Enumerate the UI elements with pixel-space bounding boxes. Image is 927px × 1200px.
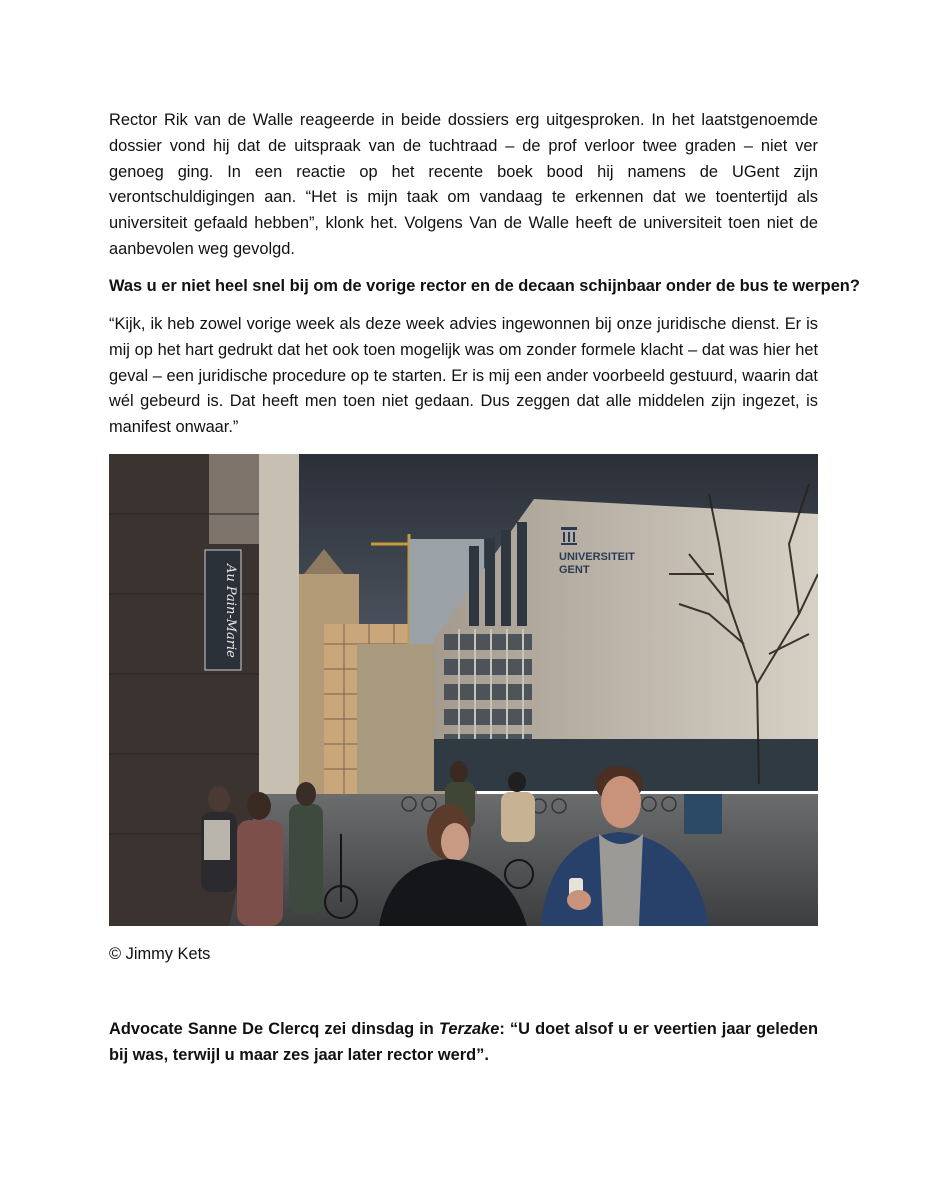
answer-paragraph: “Kijk, ik heb zowel vorige week als deze week advies ingewonnen bij onze juridische dienst. Er is mij op het hart gedrukt dat het ook toen mogelijk was om zonder formele klacht – dat was hier het geval – een juridische procedure op te starten. Er is mij een ander voorbeeld gestuurd, waarin dat wél gebeurd is. Dat heeft men toen niet gedaan. Dus zeggen dat alle middelen zijn ingezet, is manifest onwaar.” (109, 315, 818, 437)
shop-sign-text: Au Pain-Marie (223, 564, 238, 658)
closing-paragraph (109, 1016, 818, 1068)
program-name: Terzake (438, 1020, 500, 1038)
closing-lead: Advocate Sanne De Clercq zei dinsdag in (109, 1020, 439, 1038)
waste-bin (684, 794, 722, 834)
intro-paragraph: Rector Rik van de Walle reageerde in beide dossiers erg uitgesproken. In het laatstgenoemde dossier vond hij dat de uitspraak van de tuchtraad – de prof verloor twee graden – niet ver genoeg ging. In een reactie op het recente boek bood hij namens de UGent zijn verontschuldigingen aan. “Het is mijn taak om vandaag te erkennen dat we toentertijd als universiteit gefaald hebben”, klonk het. Volgens Van de Walle heeft de universiteit toen niet de aanbevolen weg gevolgd. (109, 111, 818, 258)
building-sign-line1: UNIVERSITEIT (559, 551, 635, 563)
building-sign-line2: GENT (559, 564, 590, 576)
article-photo (109, 454, 818, 926)
interview-question: Was u er niet heel snel bij om de vorige rector en de decaan schijnbaar onder de bus te werpen? (109, 277, 860, 295)
photo-credit: © Jimmy Kets (109, 945, 211, 963)
closing-quote: : “U doet alsof u er veertien jaar geleden bij was, terwijl u maar zes jaar later rector werd”. (109, 1020, 819, 1064)
